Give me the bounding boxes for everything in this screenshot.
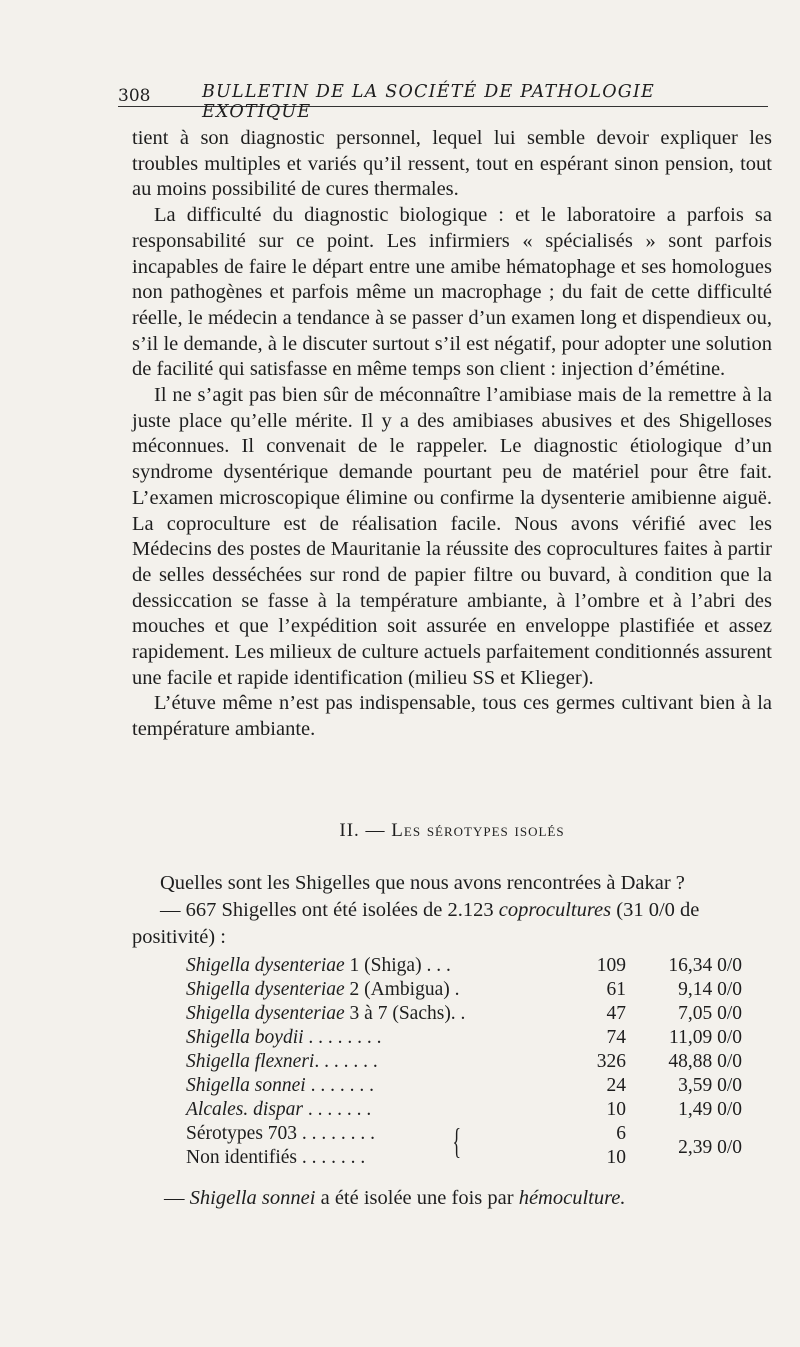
journal-title: BULLETIN DE LA SOCIÉTÉ DE PATHOLOGIE EXOTIQUE bbox=[202, 82, 656, 122]
serotype-count: 74 bbox=[606, 1027, 626, 1048]
footnote bbox=[164, 1187, 764, 1210]
serotype-name: Shigella dysenteriae 1 (Shiga) . . . bbox=[186, 955, 451, 976]
serotype-percent: 3,59 0/0 bbox=[678, 1075, 742, 1096]
serotype-name: Shigella dysenteriae 3 à 7 (Sachs). . bbox=[186, 1003, 466, 1024]
table-row bbox=[186, 955, 746, 979]
intro-line-end: (31 0/0 de positivité) : bbox=[132, 899, 700, 948]
section-heading bbox=[132, 820, 772, 842]
serotype-count: 61 bbox=[606, 979, 626, 1000]
paragraph-2: La difficulté du diagnostic biologique : et le laboratoire a parfois sa responsabilité sur ce point. Les infirmiers « spécialisés » sont parfois incapables de faire le départ entre une amibe hématophage et ses homologues non pathogènes et parfois même un macrophage ; du fait de cette difficulté réelle, le médecin a tendance à se passer d’un examen long et dispendieux ou, s’il le demande, à le discuter surtout s’il est négatif, pour adopter une solution de facilité qui satisfasse en même temps son client : injection d’émétine. bbox=[132, 204, 772, 381]
serotype-percent: 11,09 0/0 bbox=[669, 1027, 742, 1048]
serotype-count: 326 bbox=[596, 1051, 626, 1072]
section-title: Les sérotypes isolés bbox=[391, 820, 565, 841]
serotype-name: Shigella dysenteriae 2 (Ambigua) . bbox=[186, 979, 460, 1000]
grouping-brace: { bbox=[452, 1121, 461, 1161]
table-row bbox=[186, 1075, 746, 1099]
footnote-species: Shigella sonnei bbox=[189, 1187, 316, 1209]
serotype-count: 109 bbox=[596, 955, 626, 976]
serotype-name: Shigella flexneri. . . . . . . bbox=[186, 1051, 378, 1072]
serotype-name: Shigella sonnei . . . . . . . bbox=[186, 1075, 374, 1096]
serotype-percent: 16,34 0/0 bbox=[668, 955, 742, 976]
running-header bbox=[118, 78, 768, 122]
section-number: II. — bbox=[339, 820, 386, 841]
serotype-percent: 7,05 0/0 bbox=[678, 1003, 742, 1024]
serotype-count: 24 bbox=[606, 1075, 626, 1096]
serotype-count: 10 bbox=[606, 1099, 626, 1120]
serotype-count: 6 bbox=[616, 1123, 626, 1144]
paragraph-4: L’étuve même n’est pas indispensable, tous ces germes cultivant bien à la température ambiante. bbox=[132, 692, 772, 741]
serotype-percent: 9,14 0/0 bbox=[678, 979, 742, 1000]
results-intro bbox=[132, 870, 772, 951]
serotype-count: 10 bbox=[606, 1147, 626, 1168]
body-text bbox=[132, 126, 772, 743]
table-row bbox=[186, 1099, 746, 1123]
page-number: 308 bbox=[118, 86, 151, 106]
serotype-name: Shigella boydii . . . . . . . . bbox=[186, 1027, 382, 1048]
footnote-method: hémoculture. bbox=[518, 1187, 626, 1209]
table-row bbox=[186, 1027, 746, 1051]
paragraph-3: Il ne s’agit pas bien sûr de méconnaître l’amibiase mais de la remettre à la juste place qu’elle mérite. Il y a des amibiases abusives et des Shigelloses méconnues. Il convenait de le rappeler. Le diagnostic étiologique d’un syndrome dysentérique demande pourtant peu de matériel pour être fait. L’examen microscopique élimine ou confirme la dysenterie amibienne aiguë. La coproculture est de réalisation facile. Nous avons vérifié avec les Médecins des postes de Mauritanie la réussite des coprocultures faites à partir de selles desséchées sur rond de papier filtre ou buvard, à condition que la dessiccation se fasse à la température ambiante, à l’ombre et à l’abri des mouches et que l’expédition soit assurée en enveloppe plastifiée et assez rapidement. Les milieux de culture actuels parfaitement conditionnés assurent une facile et rapide identification (milieu SS et Klieger). bbox=[132, 384, 772, 689]
intro-line-start: — 667 Shigelles ont été isolées de 2.123 bbox=[160, 899, 494, 921]
serotype-name: Non identifiés . . . . . . . bbox=[186, 1147, 366, 1168]
grouped-percent: 2,39 0/0 bbox=[678, 1137, 742, 1158]
intro-question: Quelles sont les Shigelles que nous avons rencontrées à Dakar ? bbox=[160, 872, 685, 894]
intro-line-italic: coprocultures bbox=[498, 899, 612, 921]
footnote-prefix: — bbox=[164, 1187, 185, 1209]
serotype-percent: 48,88 0/0 bbox=[668, 1051, 742, 1072]
serotype-percent: 1,49 0/0 bbox=[678, 1099, 742, 1120]
table-row bbox=[186, 979, 746, 1003]
serotype-name: Sérotypes 703 . . . . . . . . bbox=[186, 1123, 376, 1144]
serotype-name: Alcales. dispar . . . . . . . bbox=[186, 1099, 372, 1120]
table-row bbox=[186, 1003, 746, 1027]
footnote-middle: a été isolée une fois par bbox=[320, 1187, 514, 1209]
paragraph-1: tient à son diagnostic personnel, lequel lui semble devoir expliquer les troubles multiples et variés qu’il ressent, tout en espérant sinon pension, tout au moins possibilité de cures thermales. bbox=[132, 127, 772, 201]
table-row bbox=[186, 1051, 746, 1075]
intro-line bbox=[132, 897, 772, 951]
serotype-count: 47 bbox=[606, 1003, 626, 1024]
